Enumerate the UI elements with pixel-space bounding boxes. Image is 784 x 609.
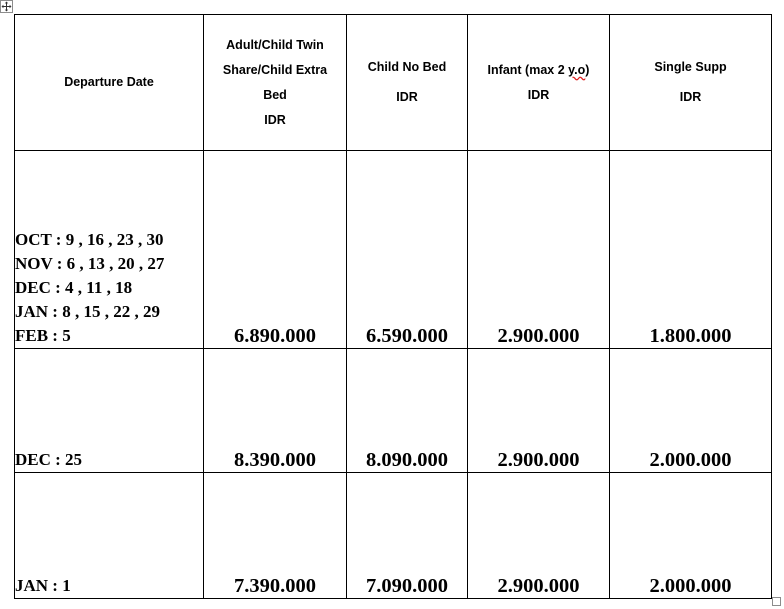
header-infant: [468, 15, 610, 151]
date-line: DEC : 25: [15, 450, 83, 469]
adult-price-cell: 7.390.000: [204, 473, 347, 599]
header-single-supp: [610, 15, 772, 151]
date-line: JAN : 1: [15, 576, 71, 595]
header-infant-prefix: Infant (max 2: [487, 62, 569, 77]
adult-price-cell: 8.390.000: [204, 349, 347, 473]
date-line: JAN : 8 , 15 , 22 , 29: [15, 302, 160, 321]
header-child-no-bed: [347, 15, 468, 151]
infant-price-cell: 2.900.000: [468, 473, 610, 599]
header-child-no-bed-currency: IDR: [396, 90, 418, 104]
header-single-supp-currency: IDR: [679, 90, 702, 104]
date-line: OCT : 9 , 16 , 23 , 30: [15, 230, 164, 249]
header-infant-suffix: ): [585, 62, 590, 77]
departure-dates-cell: [15, 151, 204, 349]
date-line: NOV : 6 , 13 , 20 , 27: [15, 254, 165, 273]
header-adult-currency: IDR: [264, 112, 286, 127]
date-line: DEC : 4 , 11 , 18: [15, 278, 133, 297]
table-row: [15, 473, 772, 599]
header-infant-label: [468, 58, 609, 83]
header-adult-line-3: Bed: [263, 87, 287, 102]
header-child-no-bed-label: Child No Bed: [367, 60, 447, 74]
header-infant-flagged-word: y.o: [568, 62, 586, 77]
child-no-bed-price-cell: 8.090.000: [347, 349, 468, 473]
date-line: FEB : 5: [15, 326, 71, 345]
departure-dates-cell: [15, 349, 204, 473]
adult-price-cell: 6.890.000: [204, 151, 347, 349]
child-no-bed-price-cell: 7.090.000: [347, 473, 468, 599]
table-move-handle[interactable]: [0, 0, 13, 13]
header-infant-currency: IDR: [527, 87, 550, 102]
table-row: [15, 151, 772, 349]
header-adult-twin-share: [204, 15, 347, 151]
table-row: [15, 349, 772, 473]
move-arrows-icon: [1, 1, 12, 12]
single-supp-price-cell: 2.000.000: [610, 473, 772, 599]
single-supp-price-cell: 1.800.000: [610, 151, 772, 349]
header-single-supp-label: Single Supp: [654, 60, 727, 74]
child-no-bed-price-cell: 6.590.000: [347, 151, 468, 349]
header-departure-label: Departure Date: [64, 75, 154, 89]
infant-price-cell: 2.900.000: [468, 349, 610, 473]
single-supp-price-cell: 2.000.000: [610, 349, 772, 473]
header-adult-line-2: Share/Child Extra: [222, 62, 328, 77]
header-adult-line-1: Adult/Child Twin: [226, 37, 324, 52]
header-departure-date: [15, 15, 204, 151]
table-resize-handle[interactable]: [772, 597, 781, 606]
price-table: [14, 14, 772, 599]
departure-dates-cell: [15, 473, 204, 599]
header-row: [15, 15, 772, 151]
infant-price-cell: 2.900.000: [468, 151, 610, 349]
